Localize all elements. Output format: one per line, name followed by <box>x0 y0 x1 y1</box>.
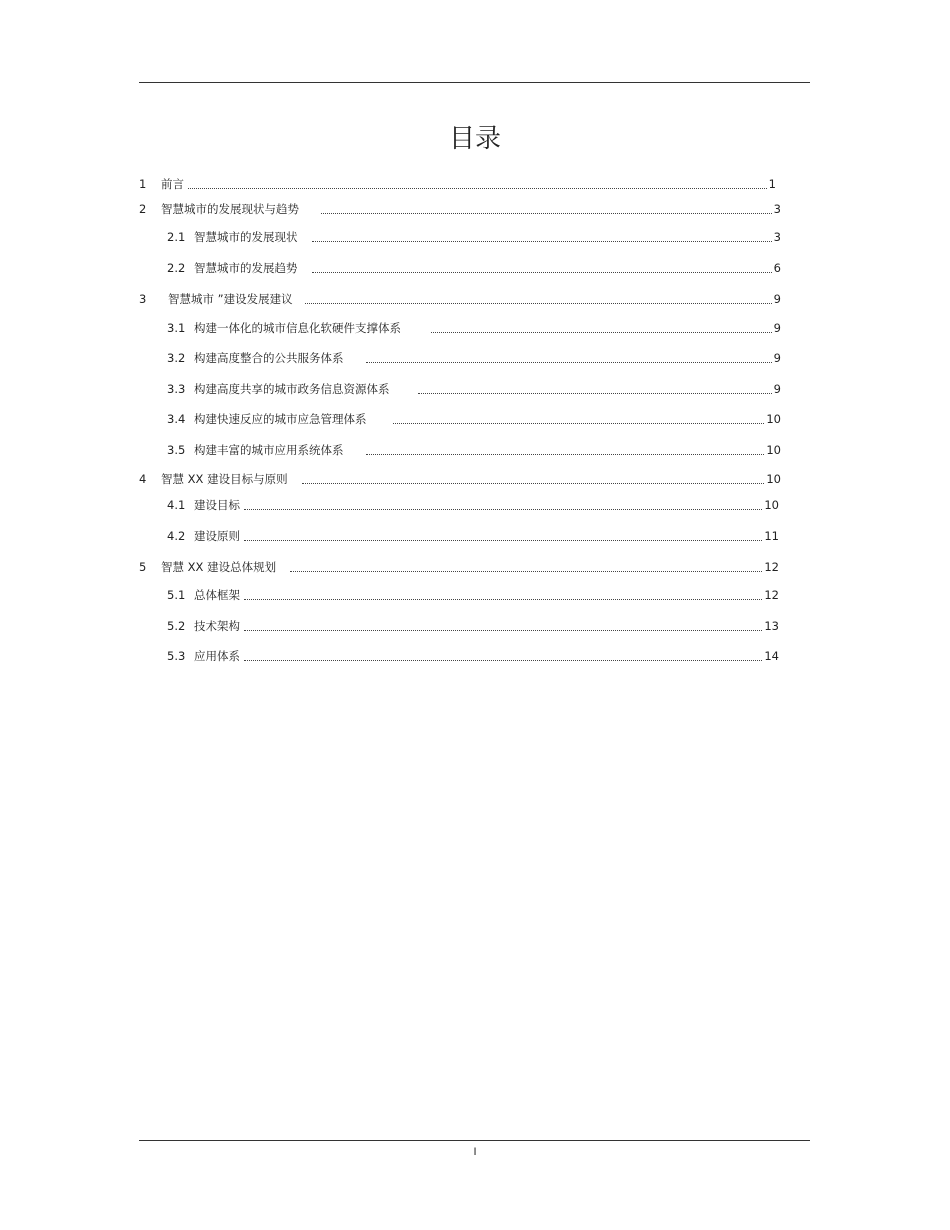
toc-leader <box>305 293 772 304</box>
toc-title: 建设目标 <box>194 498 240 512</box>
header-rule <box>139 82 810 83</box>
toc-title: 建设原则 <box>194 529 240 543</box>
toc-entry-2-1[interactable] <box>167 229 781 245</box>
toc-page: 11 <box>764 529 779 543</box>
toc-page: 12 <box>764 560 779 574</box>
toc-number: 2 <box>139 202 147 216</box>
toc-leader <box>244 499 762 510</box>
toc-entry-3-4[interactable] <box>167 411 781 427</box>
toc-page: 3 <box>773 202 781 216</box>
toc-leader <box>431 322 772 333</box>
toc-number: 1 <box>139 177 147 191</box>
footer-rule <box>139 1140 810 1141</box>
toc-title: 前言 <box>161 177 184 191</box>
toc-entry-3[interactable] <box>139 291 781 307</box>
toc-leader <box>290 561 762 572</box>
toc-leader <box>321 203 772 214</box>
toc-entry-4-2[interactable] <box>167 528 779 544</box>
toc-leader <box>312 231 772 242</box>
toc-entry-5-3[interactable] <box>167 648 779 664</box>
toc-number: 3.3 <box>167 382 186 396</box>
toc-page: 10 <box>764 498 779 512</box>
footer-page-number: I <box>473 1146 477 1158</box>
toc-number: 4.1 <box>167 498 186 512</box>
toc-leader <box>312 262 772 273</box>
toc-leader <box>393 413 765 424</box>
toc-entry-5-2[interactable] <box>167 618 779 634</box>
toc-title: 构建高度整合的公共服务体系 <box>194 351 344 365</box>
toc-page: 14 <box>764 649 779 663</box>
toc-leader <box>244 530 762 541</box>
toc-page: 13 <box>764 619 779 633</box>
toc-entry-3-1[interactable] <box>167 320 781 336</box>
toc-entry-4[interactable] <box>139 471 781 487</box>
toc-title: 智慧城市 ”建设发展建议 <box>168 292 293 306</box>
toc-leader <box>366 444 765 455</box>
toc-title: 总体框架 <box>194 588 240 602</box>
toc-entry-5-1[interactable] <box>167 587 779 603</box>
toc-number: 5.1 <box>167 588 186 602</box>
toc-title: 智慧 XX 建设目标与原则 <box>161 472 288 486</box>
toc-title: 智慧 XX 建设总体规划 <box>161 560 277 574</box>
toc-page: 10 <box>766 472 781 486</box>
toc-title: 构建高度共享的城市政务信息资源体系 <box>194 382 390 396</box>
toc-number: 3.2 <box>167 351 186 365</box>
toc-title: 智慧城市的发展现状 <box>194 230 298 244</box>
toc-title: 智慧城市的发展现状与趋势 <box>161 202 299 216</box>
toc-number: 2.1 <box>167 230 186 244</box>
toc-page: 10 <box>766 412 781 426</box>
toc-page: 9 <box>773 351 781 365</box>
toc-page: 1 <box>768 177 776 191</box>
toc-title: 智慧城市的发展趋势 <box>194 261 298 275</box>
toc-number: 5.3 <box>167 649 186 663</box>
toc-page: 10 <box>766 443 781 457</box>
toc-title: 构建丰富的城市应用系统体系 <box>194 443 344 457</box>
toc-page: 9 <box>773 292 781 306</box>
toc-entry-3-2[interactable] <box>167 350 781 366</box>
toc-number: 3.5 <box>167 443 186 457</box>
toc-page: 6 <box>773 261 781 275</box>
toc-entry-5[interactable] <box>139 559 779 575</box>
toc-title: 技术架构 <box>194 619 240 633</box>
toc-entry-2[interactable] <box>139 201 781 217</box>
toc-number: 4.2 <box>167 529 186 543</box>
toc-entry-4-1[interactable] <box>167 497 779 513</box>
toc-leader <box>244 620 762 631</box>
toc-page: 9 <box>773 321 781 335</box>
toc-title: 应用体系 <box>194 649 240 663</box>
toc-page: 12 <box>764 588 779 602</box>
toc-leader <box>188 178 767 189</box>
toc-leader <box>418 383 772 394</box>
toc-title: 构建快速反应的城市应急管理体系 <box>194 412 367 426</box>
toc-leader <box>302 473 765 484</box>
toc-entry-3-3[interactable] <box>167 381 781 397</box>
toc-entry-1[interactable] <box>139 176 776 192</box>
toc-leader <box>244 589 762 600</box>
toc-leader <box>244 650 762 661</box>
page-title: 目录 <box>448 124 501 154</box>
toc-number: 4 <box>139 472 147 486</box>
toc-page: 9 <box>773 382 781 396</box>
toc-leader <box>366 352 772 363</box>
toc-entry-3-5[interactable] <box>167 442 781 458</box>
toc-number: 5 <box>139 560 147 574</box>
toc-page: 3 <box>773 230 781 244</box>
toc-entry-2-2[interactable] <box>167 260 781 276</box>
toc-number: 3.4 <box>167 412 186 426</box>
toc-number: 2.2 <box>167 261 186 275</box>
toc-number: 3 <box>139 292 147 306</box>
toc-number: 5.2 <box>167 619 186 633</box>
toc-number: 3.1 <box>167 321 186 335</box>
toc-title: 构建一体化的城市信息化软硬件支撑体系 <box>194 321 401 335</box>
